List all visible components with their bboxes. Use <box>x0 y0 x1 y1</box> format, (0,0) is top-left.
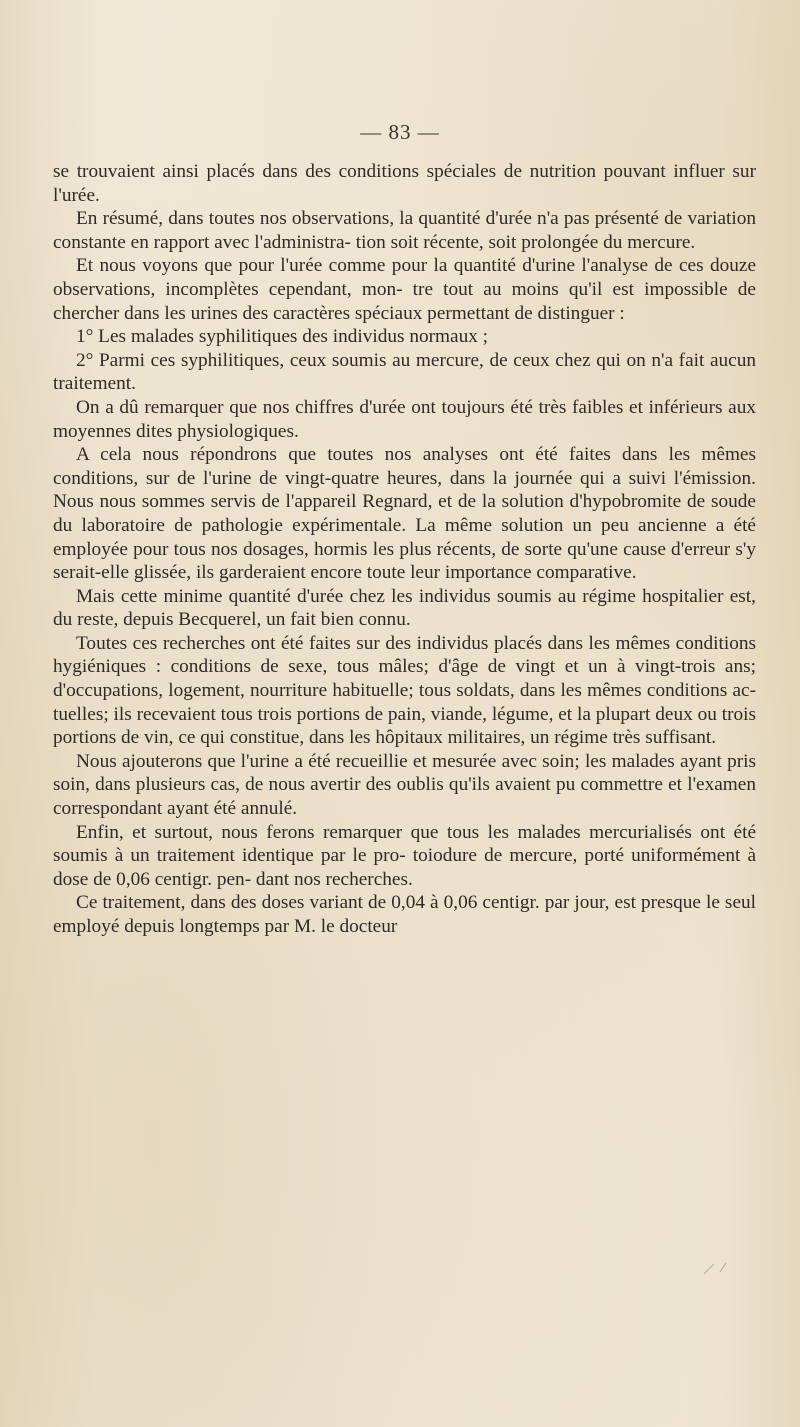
page-number: — 83 — <box>360 120 440 144</box>
paragraph: Enfin, et surtout, nous ferons remarquer que tous les malades mercurialisés ont été soumis à un traitement identique par le pro- toiodure de mercure, porté uniformément à dose de 0,06 centigr. pen- dant nos recherches. <box>53 821 756 890</box>
paragraph: Toutes ces recherches ont été faites sur des individus placés dans les mêmes conditions hygiéniques : conditions de sexe, tous mâles; d'âge de vingt et un à vingt-trois ans; d'occupations, logement, nourriture habituelle; tous soldats, dans les mêmes conditions ac- tuelles; ils recevaient tous trois portions de pain, viande, légume, et la plupart deux ou trois portions de vin, ce qui constitue, dans les hôpitaux militaires, un régime très suffisant. <box>53 632 756 749</box>
paragraph: Mais cette minime quantité d'urée chez les individus soumis au régime hospitalier est, du reste, depuis Becquerel, un fait bien connu. <box>53 585 756 631</box>
paragraph: On a dû remarquer que nos chiffres d'urée ont toujours été très faibles et inférieurs aux moyennes dites physiologiques. <box>53 396 756 442</box>
body-text <box>53 160 756 939</box>
paragraph: Et nous voyons que pour l'urée comme pour la quantité d'urine l'analyse de ces douze observations, incomplètes cependant, mon- tre tout au moins qu'il est impossible de chercher dans les urines des caractères spéciaux permettant de distinguer : <box>53 255 756 324</box>
paragraph: 1° Les malades syphilitiques des individus normaux ; <box>76 326 489 348</box>
pencil-mark <box>700 1258 740 1278</box>
paragraph: En résumé, dans toutes nos observations, la quantité d'urée n'a pas présenté de variation constante en rapport avec l'administra- tion soit récente, soit prolongée du mercure. <box>53 208 756 253</box>
paragraph: A cela nous répondrons que toutes nos analyses ont été faites dans les mêmes conditions, sur de l'urine de vingt-quatre heures, dans la journée qui a suivi l'émission. Nous nous sommes servis de l'appareil Regnard, et de la solution d'hypobromite de soude du laboratoire de pathologie expérimentale. La même solution un peu ancienne a été employée pour tous nos dosages, hormis les plus récents, de sorte qu'une cause d'erreur s'y serait-elle glissée, ils garderaient encore toute leur importance comparative. <box>53 444 756 584</box>
paragraph: Nous ajouterons que l'urine a été recueillie et mesurée avec soin; les malades ayant pris soin, dans plusieurs cas, de nous avertir des oublis qu'ils avaient pu commettre et l'examen correspondant ayant été annulé. <box>53 750 756 820</box>
paragraph: se trouvaient ainsi placés dans des conditions spéciales de nutrition pouvant influer sur l'urée. <box>53 161 756 206</box>
paragraph: Ce traitement, dans des doses variant de 0,04 à 0,06 centigr. par jour, est presque le seul employé depuis longtemps par M. le docteur <box>53 892 756 937</box>
paragraph: 2° Parmi ces syphilitiques, ceux soumis au mercure, de ceux chez qui on n'a fait aucun traitement. <box>53 349 756 395</box>
